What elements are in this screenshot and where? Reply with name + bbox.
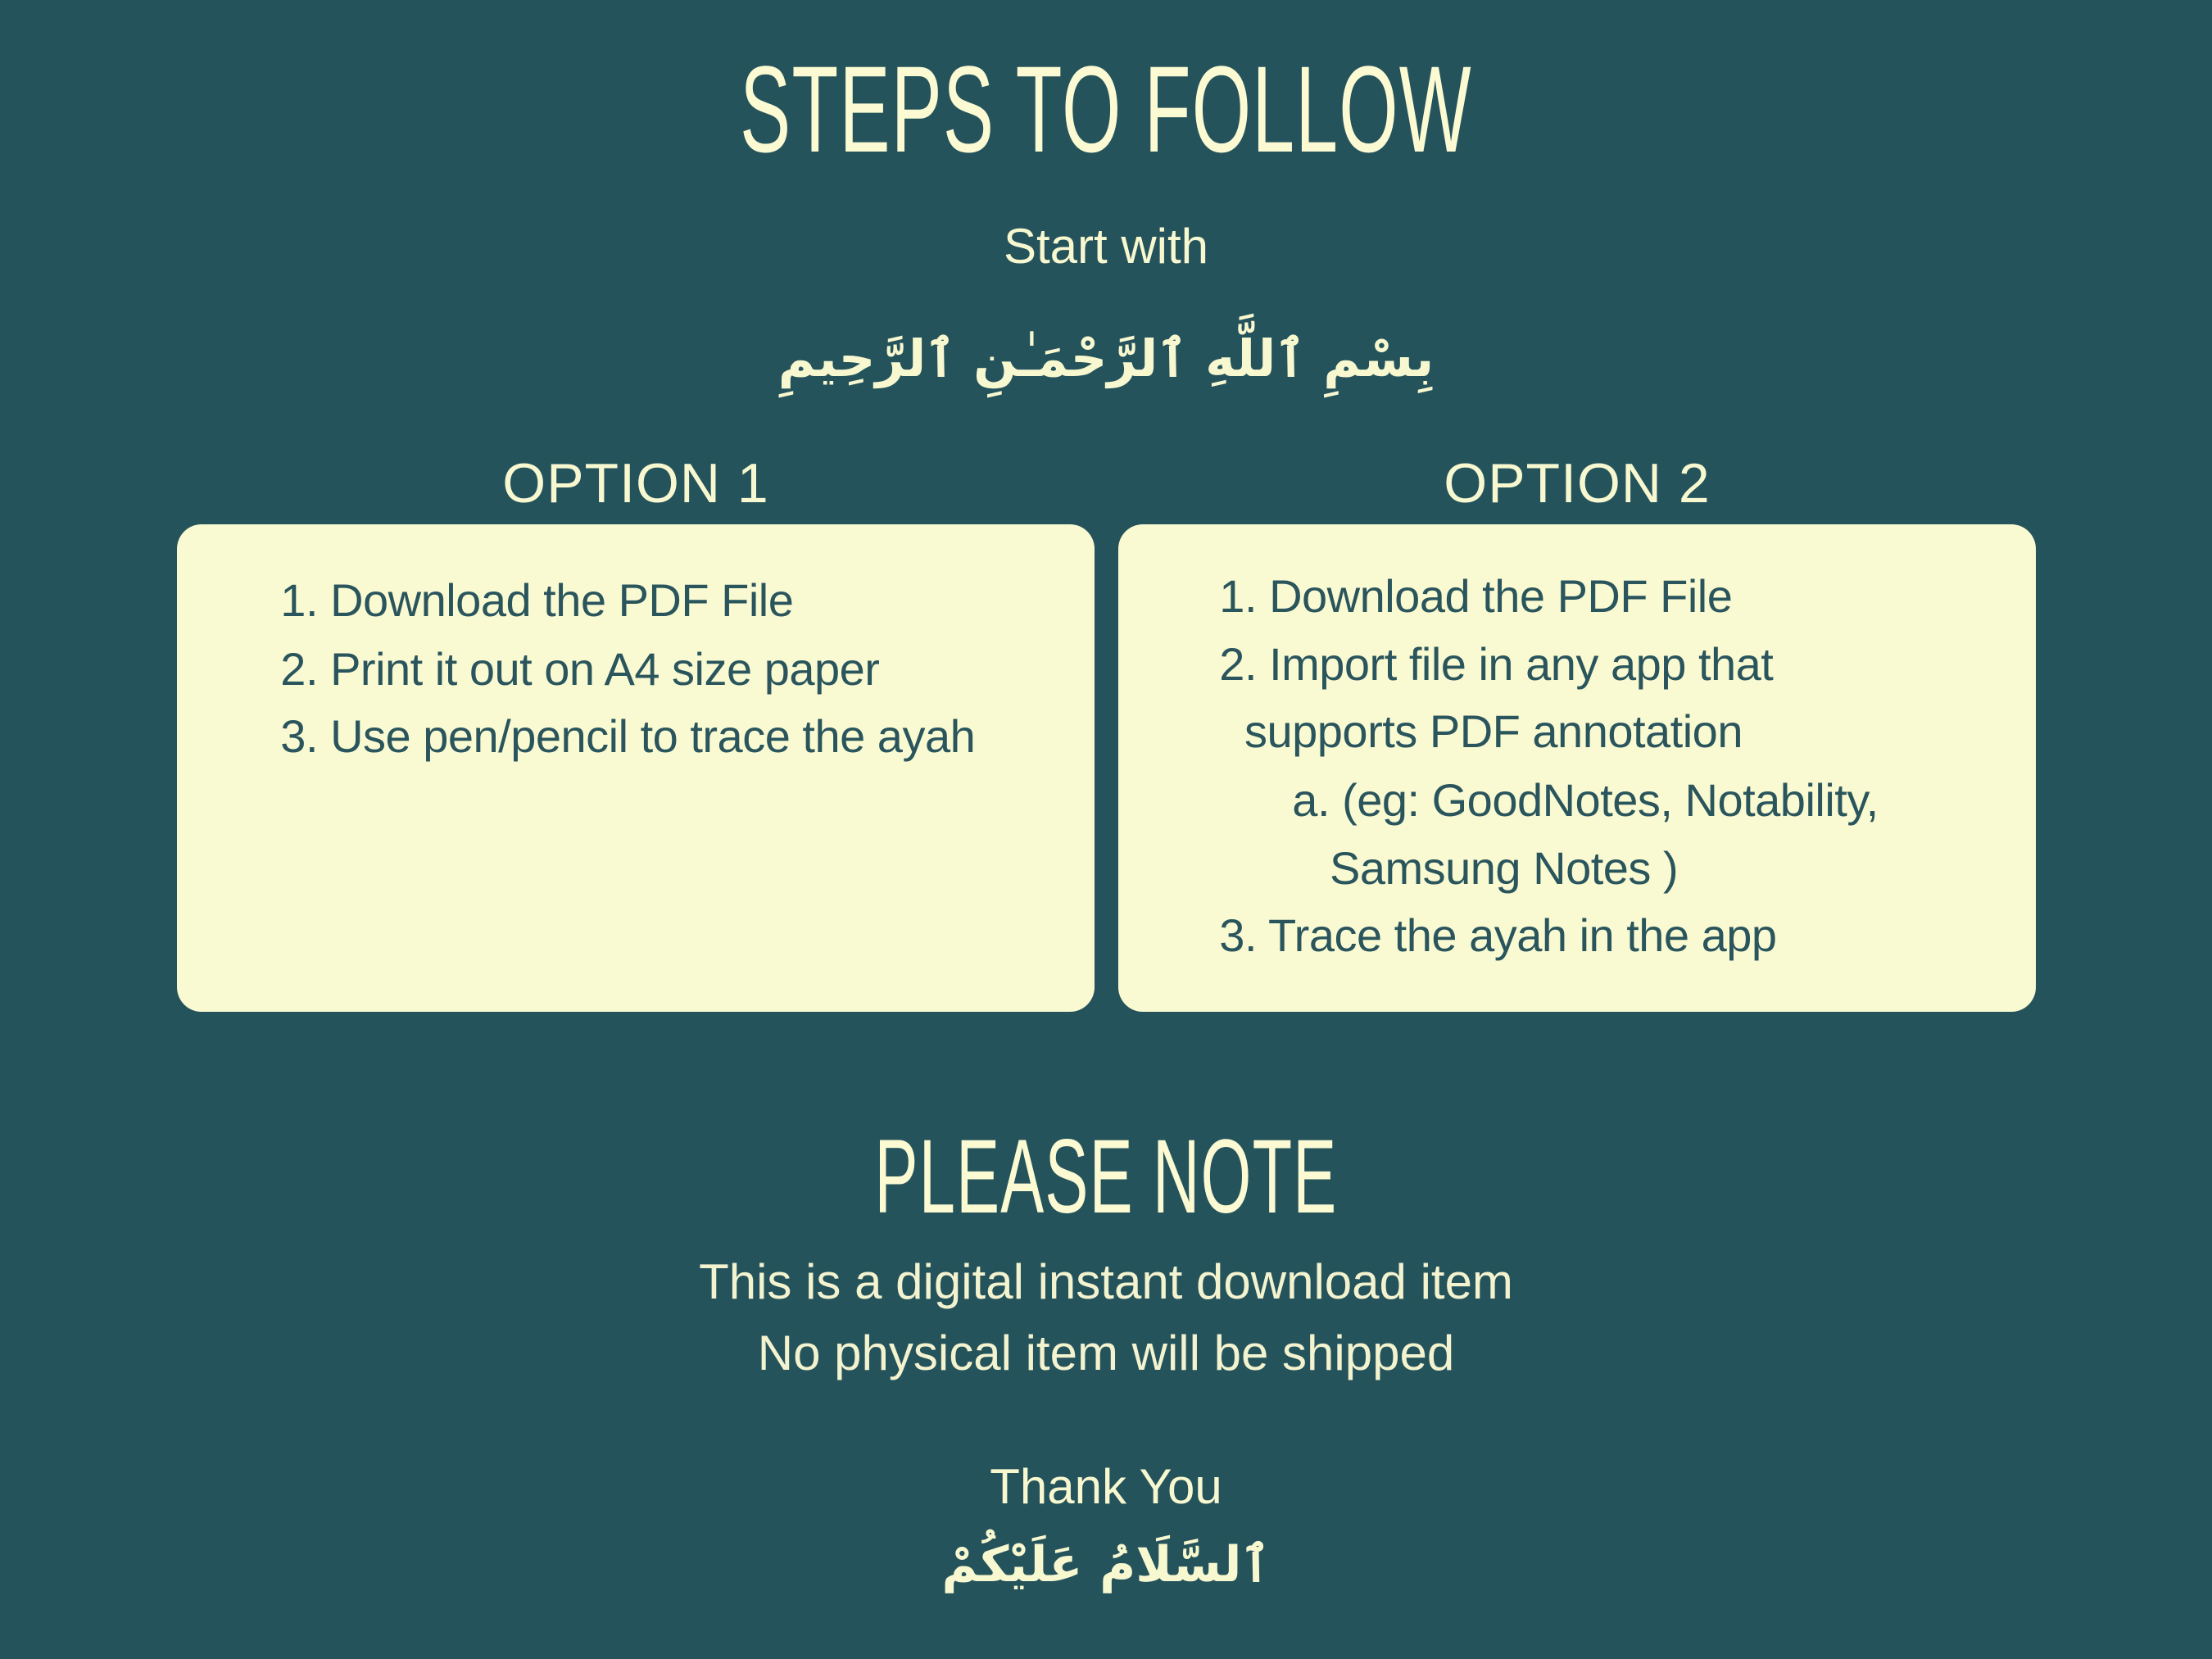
step-text: Samsung Notes ) <box>1330 842 1679 894</box>
page-title: STEPS TO FOLLOW <box>740 40 1472 178</box>
step-number: 2. <box>280 643 318 695</box>
option-1-step-2 <box>269 641 879 698</box>
step-text: Download the PDF File <box>1269 570 1733 622</box>
step-text: supports PDF annotation <box>1244 705 1743 757</box>
thank-you-text: Thank You <box>990 1459 1222 1514</box>
option-2-step-2-continued <box>1244 703 1743 760</box>
option-1-step-3 <box>269 708 975 765</box>
step-number: 1. <box>1219 570 1257 622</box>
step-text: Trace the ayah in the app <box>1268 909 1777 961</box>
step-number: 2. <box>1219 638 1257 690</box>
option-2-card <box>1118 524 2036 1012</box>
note-heading: PLEASE NOTE <box>874 1118 1338 1235</box>
option-2-step-3 <box>1208 907 1777 964</box>
option-2-heading: OPTION 2 <box>1444 452 1711 514</box>
option-2-substep-a <box>1290 772 1879 829</box>
step-text: (eg: GoodNotes, Notability, <box>1342 774 1879 826</box>
basmala-text: بِسْمِ ٱللَّهِ ٱلرَّحْمَـٰنِ ٱلرَّحِيمِ <box>777 329 1435 388</box>
option-2-substep-a-continued <box>1330 840 1678 897</box>
start-with-text: Start with <box>1003 219 1209 274</box>
note-line-digital: This is a digital instant download item <box>699 1254 1513 1309</box>
option-2-step-2 <box>1208 636 1773 693</box>
step-number: 3. <box>280 710 318 762</box>
option-1-heading: OPTION 1 <box>502 452 769 514</box>
step-text: Use pen/pencil to trace the ayah <box>330 710 976 762</box>
step-text: Download the PDF File <box>330 574 794 626</box>
option-2-step-1 <box>1214 568 1732 625</box>
option-1-step-1 <box>275 572 793 629</box>
step-text: Import file in any app that <box>1269 638 1774 690</box>
note-line-physical: No physical item will be shipped <box>757 1326 1455 1380</box>
step-letter: a. <box>1292 774 1330 826</box>
step-number: 3. <box>1219 909 1257 961</box>
step-number: 1. <box>280 574 318 626</box>
salam-text: ٱلسَّلَامُ عَلَيْكُمْ <box>941 1536 1271 1593</box>
option-1-card <box>177 524 1095 1012</box>
step-text: Print it out on A4 size paper <box>330 643 880 695</box>
